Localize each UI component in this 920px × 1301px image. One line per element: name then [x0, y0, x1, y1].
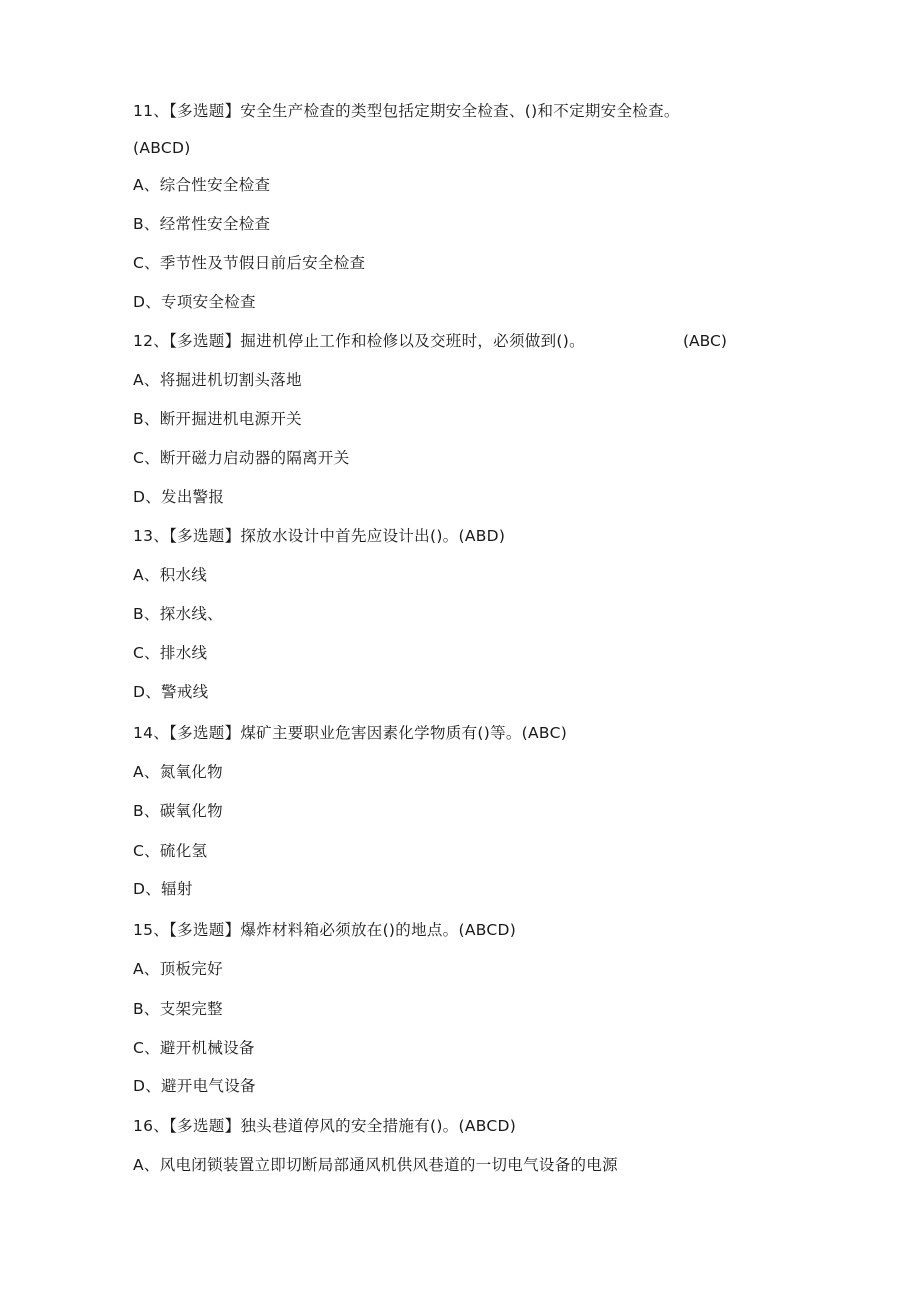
question-12-option-b: B、断开掘进机电源开关 — [133, 410, 302, 428]
question-11-option-b: B、经常性安全检查 — [133, 215, 271, 233]
question-12-stem: 12、【多选题】掘进机停止工作和检修以及交班时，必须做到()。 — [133, 332, 585, 350]
question-11-option-c: C、季节性及节假日前后安全检查 — [133, 254, 366, 272]
question-14-option-a: A、氮氧化物 — [133, 763, 223, 781]
question-14-stem: 14、【多选题】煤矿主要职业危害因素化学物质有()等。(ABC) — [133, 724, 568, 742]
question-12-option-a: A、将掘进机切割头落地 — [133, 371, 302, 389]
question-14-option-b: B、碳氧化物 — [133, 802, 223, 820]
question-11-option-a: A、综合性安全检查 — [133, 176, 271, 194]
question-15-option-c: C、避开机械设备 — [133, 1039, 255, 1057]
question-15-option-d: D、避开电气设备 — [133, 1077, 256, 1095]
question-16-stem: 16、【多选题】独头巷道停风的安全措施有()。(ABCD) — [133, 1117, 517, 1135]
question-16-option-a: A、风电闭锁装置立即切断局部通风机供风巷道的一切电气设备的电源 — [133, 1156, 618, 1174]
question-11-stem: 11、【多选题】安全生产检查的类型包括定期安全检查、()和不定期安全检查。 — [133, 102, 680, 120]
question-11-answer: (ABCD) — [133, 139, 191, 157]
question-15-option-a: A、顶板完好 — [133, 960, 223, 978]
question-15-stem: 15、【多选题】爆炸材料箱必须放在()的地点。(ABCD) — [133, 921, 517, 939]
question-13-option-b: B、探水线、 — [133, 605, 223, 623]
question-15-option-b: B、支架完整 — [133, 1000, 223, 1018]
question-12-answer: (ABC) — [683, 332, 727, 350]
question-13-option-a: A、积水线 — [133, 566, 208, 584]
question-11-option-d: D、专项安全检查 — [133, 293, 256, 311]
question-12-option-d: D、发出警报 — [133, 488, 225, 506]
question-14-option-d: D、辐射 — [133, 880, 193, 898]
question-13-option-c: C、排水线 — [133, 644, 208, 662]
question-14-option-c: C、硫化氢 — [133, 842, 208, 860]
question-13-stem: 13、【多选题】探放水设计中首先应设计出()。(ABD) — [133, 527, 506, 545]
question-13-option-d: D、警戒线 — [133, 683, 209, 701]
question-12-option-c: C、断开磁力启动器的隔离开关 — [133, 449, 350, 467]
